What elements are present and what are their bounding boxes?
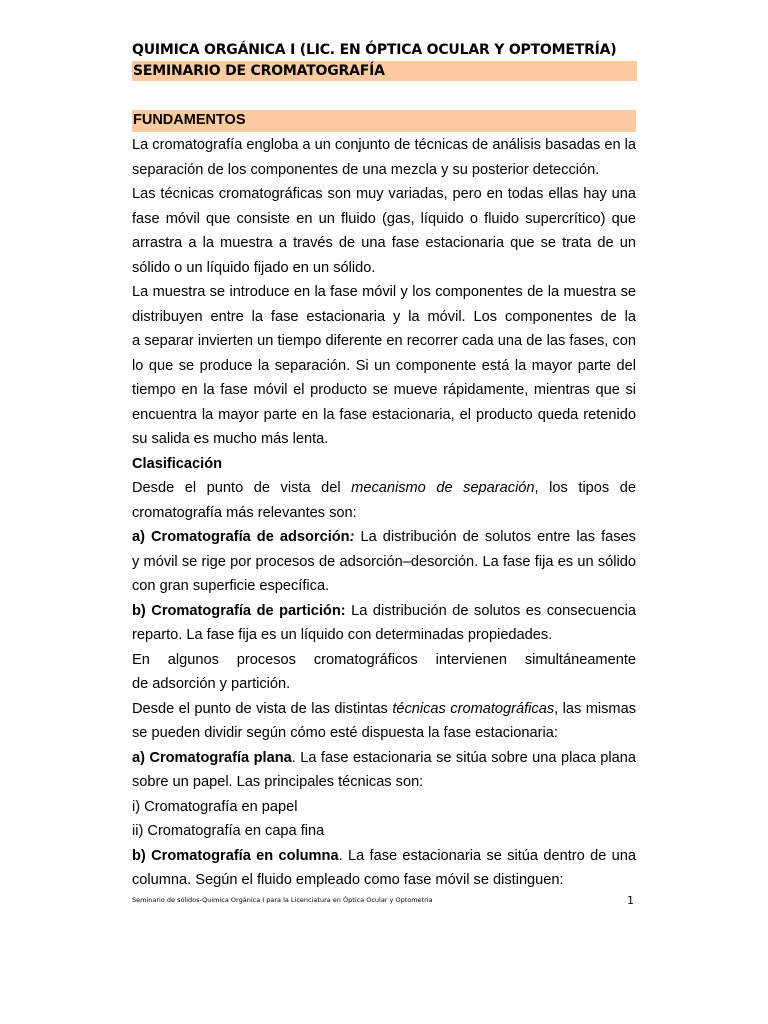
text-line: columna. Según el fluido empleado como fase móvil se distinguen: (132, 872, 564, 888)
course-title: QUIMICA ORGÁNICA I (LIC. EN ÓPTICA OCULAR Y OPTOMETRÍA) (132, 42, 617, 58)
seminar-title: SEMINARIO DE CROMATOGRAFÍA (132, 61, 637, 81)
footer-text: Seminario de sólidos-Quimica Orgánica I para la Licenciatura en Óptica Ocular y Optometria (132, 896, 433, 904)
text-line: con gran superficie específica. (132, 578, 330, 594)
text-line: Las técnicas cromatográficas son muy variadas, pero en todas ellas hay una (132, 186, 636, 202)
text-line: a) Cromatografía de adsorción: La distribución de solutos entre las fases (132, 529, 636, 545)
list-item: ii) Cromatografía en capa fina (132, 823, 325, 839)
text-line: a) Cromatografía plana. La fase estacionaria se sitúa sobre una placa plana (132, 749, 636, 766)
text-line: Desde el punto de vista de las distintas técnicas cromatográficas, las mismas (132, 700, 636, 717)
text-line: su salida es mucho más lenta. (132, 431, 329, 447)
text-line: distribuyen entre la fase estacionaria y la móvil. Los componentes de la (132, 308, 636, 325)
section-heading (132, 110, 636, 132)
page-number: 1 (627, 894, 634, 907)
text-line: tiempo en la fase móvil el producto se mueve rápidamente, mientras que si (132, 382, 636, 398)
text-line: sobre un papel. Las principales técnicas son: (132, 774, 424, 790)
text-line: a separar invierten un tiempo diferente en recorrer cada una de las fases, con (132, 333, 636, 349)
text-line: reparto. La fase fija es un líquido con determinadas propiedades. (132, 627, 553, 643)
text-line: se pueden dividir según cómo esté dispuesta la fase estacionaria: (132, 725, 558, 741)
text-line: En algunos procesos cromatográficos intervienen simultáneamente (132, 651, 636, 668)
text-line: b) Cromatografía de partición: La distribución de solutos es consecuencia (132, 602, 636, 619)
text-line: La muestra se introduce en la fase móvil y los componentes de la muestra se (132, 284, 636, 300)
text-line: y móvil se rige por procesos de adsorción–desorción. La fase fija es un sólido (132, 553, 636, 570)
text-line: arrastra a la muestra a través de una fase estacionaria que se trata de un (132, 235, 636, 251)
text-line: separación de los componentes de una mezcla y su posterior detección. (132, 161, 600, 178)
subheading-clasificacion: Clasificación (132, 455, 223, 472)
text-line: lo que se produce la separación. Si un componente está la mayor parte del (132, 357, 636, 374)
section-title: FUNDAMENTOS (133, 112, 246, 128)
text-line: sólido o un líquido fijado en un sólido. (132, 259, 376, 276)
text-line: fase móvil que consiste en un fluido (gas, líquido o fluido supercrítico) que (132, 210, 636, 227)
text-line: de adsorción y partición. (132, 676, 291, 692)
text-line: encuentra la mayor parte en la fase estacionaria, el producto queda retenido (132, 406, 636, 423)
list-item: i) Cromatografía en papel (132, 798, 298, 815)
text-line: b) Cromatografía en columna. La fase estacionaria se sitúa dentro de una (132, 847, 636, 864)
body-text (132, 133, 636, 893)
text-line: La cromatografía engloba a un conjunto de técnicas de análisis basadas en la (132, 137, 636, 153)
text-line: Desde el punto de vista del mecanismo de separación, los tipos de (132, 480, 636, 496)
text-line: cromatografía más relevantes son: (132, 504, 357, 521)
